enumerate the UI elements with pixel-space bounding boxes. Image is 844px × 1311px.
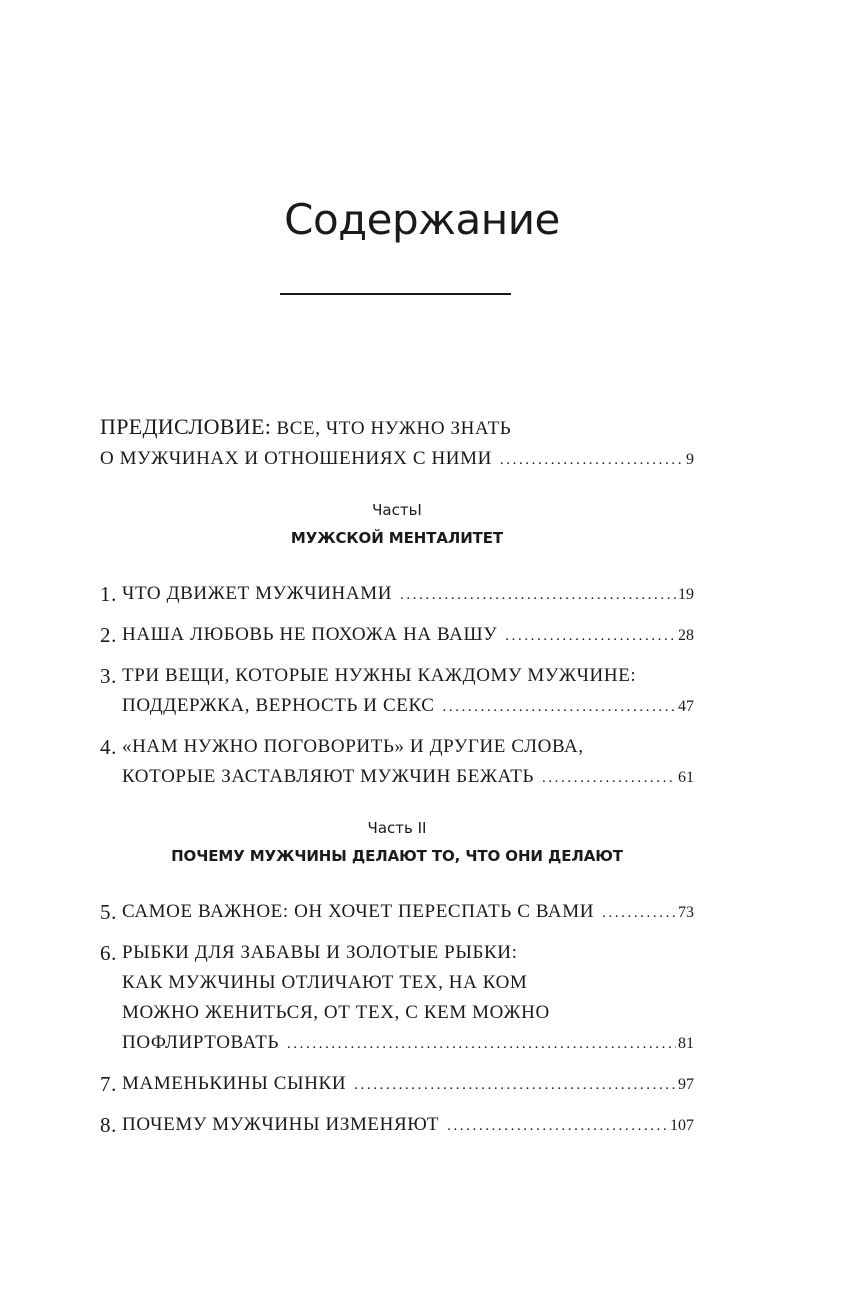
- chapter-title: ПОЧЕМУ МУЖЧИНЫ ИЗМЕНЯЮТ: [122, 1114, 440, 1135]
- preface-title-line-1: ВСЕ, ЧТО НУЖНО ЗНАТЬ: [276, 418, 512, 439]
- preface-title-line-2: О МУЖЧИНАХ И ОТНОШЕНИЯХ С НИМИ: [100, 448, 492, 469]
- preface-lead: ПРЕДИСЛОВИЕ:: [100, 414, 272, 439]
- page-number: 47: [678, 698, 694, 715]
- dot-leader: [447, 1111, 668, 1141]
- dot-leader: [542, 763, 676, 793]
- chapter-number: 8.: [100, 1113, 117, 1137]
- chapter-title: РЫБКИ ДЛЯ ЗАБАВЫ И ЗОЛОТЫЕ РЫБКИ:: [122, 942, 518, 963]
- part-title: ПОЧЕМУ МУЖЧИНЫ ДЕЛАЮТ ТО, ЧТО ОНИ ДЕЛАЮТ: [171, 847, 623, 865]
- toc-entry-chapter-3[interactable]: [100, 661, 694, 722]
- page-number: 9: [686, 451, 694, 468]
- dot-leader: [602, 898, 676, 928]
- chapter-title: МАМЕНЬКИНЫ СЫНКИ: [122, 1073, 347, 1094]
- chapter-title-continued: ПОФЛИРТОВАТЬ: [122, 1032, 279, 1053]
- page-number: 28: [678, 627, 694, 644]
- chapter-title: НАША ЛЮБОВЬ НЕ ПОХОЖА НА ВАШУ: [122, 624, 498, 645]
- part-heading-2: [100, 813, 694, 871]
- part-heading-1: [100, 495, 694, 553]
- page-number: 81: [678, 1035, 694, 1052]
- dot-leader: [354, 1070, 676, 1100]
- dot-leader: [400, 580, 676, 610]
- chapter-number: 1.: [100, 582, 117, 606]
- toc-entry-chapter-5[interactable]: [100, 897, 694, 928]
- toc-entry-chapter-6[interactable]: [100, 938, 694, 1059]
- chapter-number: 3.: [100, 664, 117, 688]
- chapter-title: «НАМ НУЖНО ПОГОВОРИТЬ» И ДРУГИЕ СЛОВА,: [122, 736, 584, 757]
- part-label: Часть II: [367, 819, 427, 837]
- page-number: 97: [678, 1076, 694, 1093]
- page-number: 73: [678, 904, 694, 921]
- chapter-number: 2.: [100, 623, 117, 647]
- dot-leader: [505, 621, 676, 651]
- chapter-title-continued: КОТОРЫЕ ЗАСТАВЛЯЮТ МУЖЧИН БЕЖАТЬ: [122, 766, 534, 787]
- toc-entry-chapter-8[interactable]: [100, 1110, 694, 1141]
- chapter-title: ЧТО ДВИЖЕТ МУЖЧИНАМИ: [122, 583, 393, 604]
- chapter-title: САМОЕ ВАЖНОЕ: ОН ХОЧЕТ ПЕРЕСПАТЬ С ВАМИ: [122, 901, 595, 922]
- chapter-title-continued: ПОДДЕРЖКА, ВЕРНОСТЬ И СЕКС: [122, 695, 435, 716]
- page-number: 19: [678, 586, 694, 603]
- chapter-title: ТРИ ВЕЩИ, КОТОРЫЕ НУЖНЫ КАЖДОМУ МУЖЧИНЕ:: [122, 665, 637, 686]
- toc-entry-chapter-7[interactable]: [100, 1069, 694, 1100]
- page-title: Содержание: [284, 195, 560, 244]
- toc-entry-chapter-2[interactable]: [100, 620, 694, 651]
- chapter-number: 7.: [100, 1072, 117, 1096]
- part-label: ЧастьI: [372, 501, 422, 519]
- page-number: 107: [670, 1117, 694, 1134]
- dot-leader: [287, 1029, 676, 1059]
- dot-leader: [500, 445, 684, 475]
- chapter-number: 4.: [100, 735, 117, 759]
- chapter-number: 5.: [100, 900, 117, 924]
- toc-entry-preface[interactable]: [100, 412, 694, 475]
- toc-entry-chapter-1[interactable]: [100, 579, 694, 610]
- title-divider: [280, 293, 511, 295]
- chapter-number: 6.: [100, 941, 117, 965]
- chapter-title-continued: КАК МУЖЧИНЫ ОТЛИЧАЮТ ТЕХ, НА КОМ: [122, 972, 528, 993]
- chapter-title-continued: МОЖНО ЖЕНИТЬСЯ, ОТ ТЕХ, С КЕМ МОЖНО: [122, 1002, 550, 1023]
- table-of-contents: [100, 412, 694, 1141]
- part-title: МУЖСКОЙ МЕНТАЛИТЕТ: [290, 529, 504, 547]
- dot-leader: [443, 692, 676, 722]
- toc-entry-chapter-4[interactable]: [100, 732, 694, 793]
- page-number: 61: [678, 769, 694, 786]
